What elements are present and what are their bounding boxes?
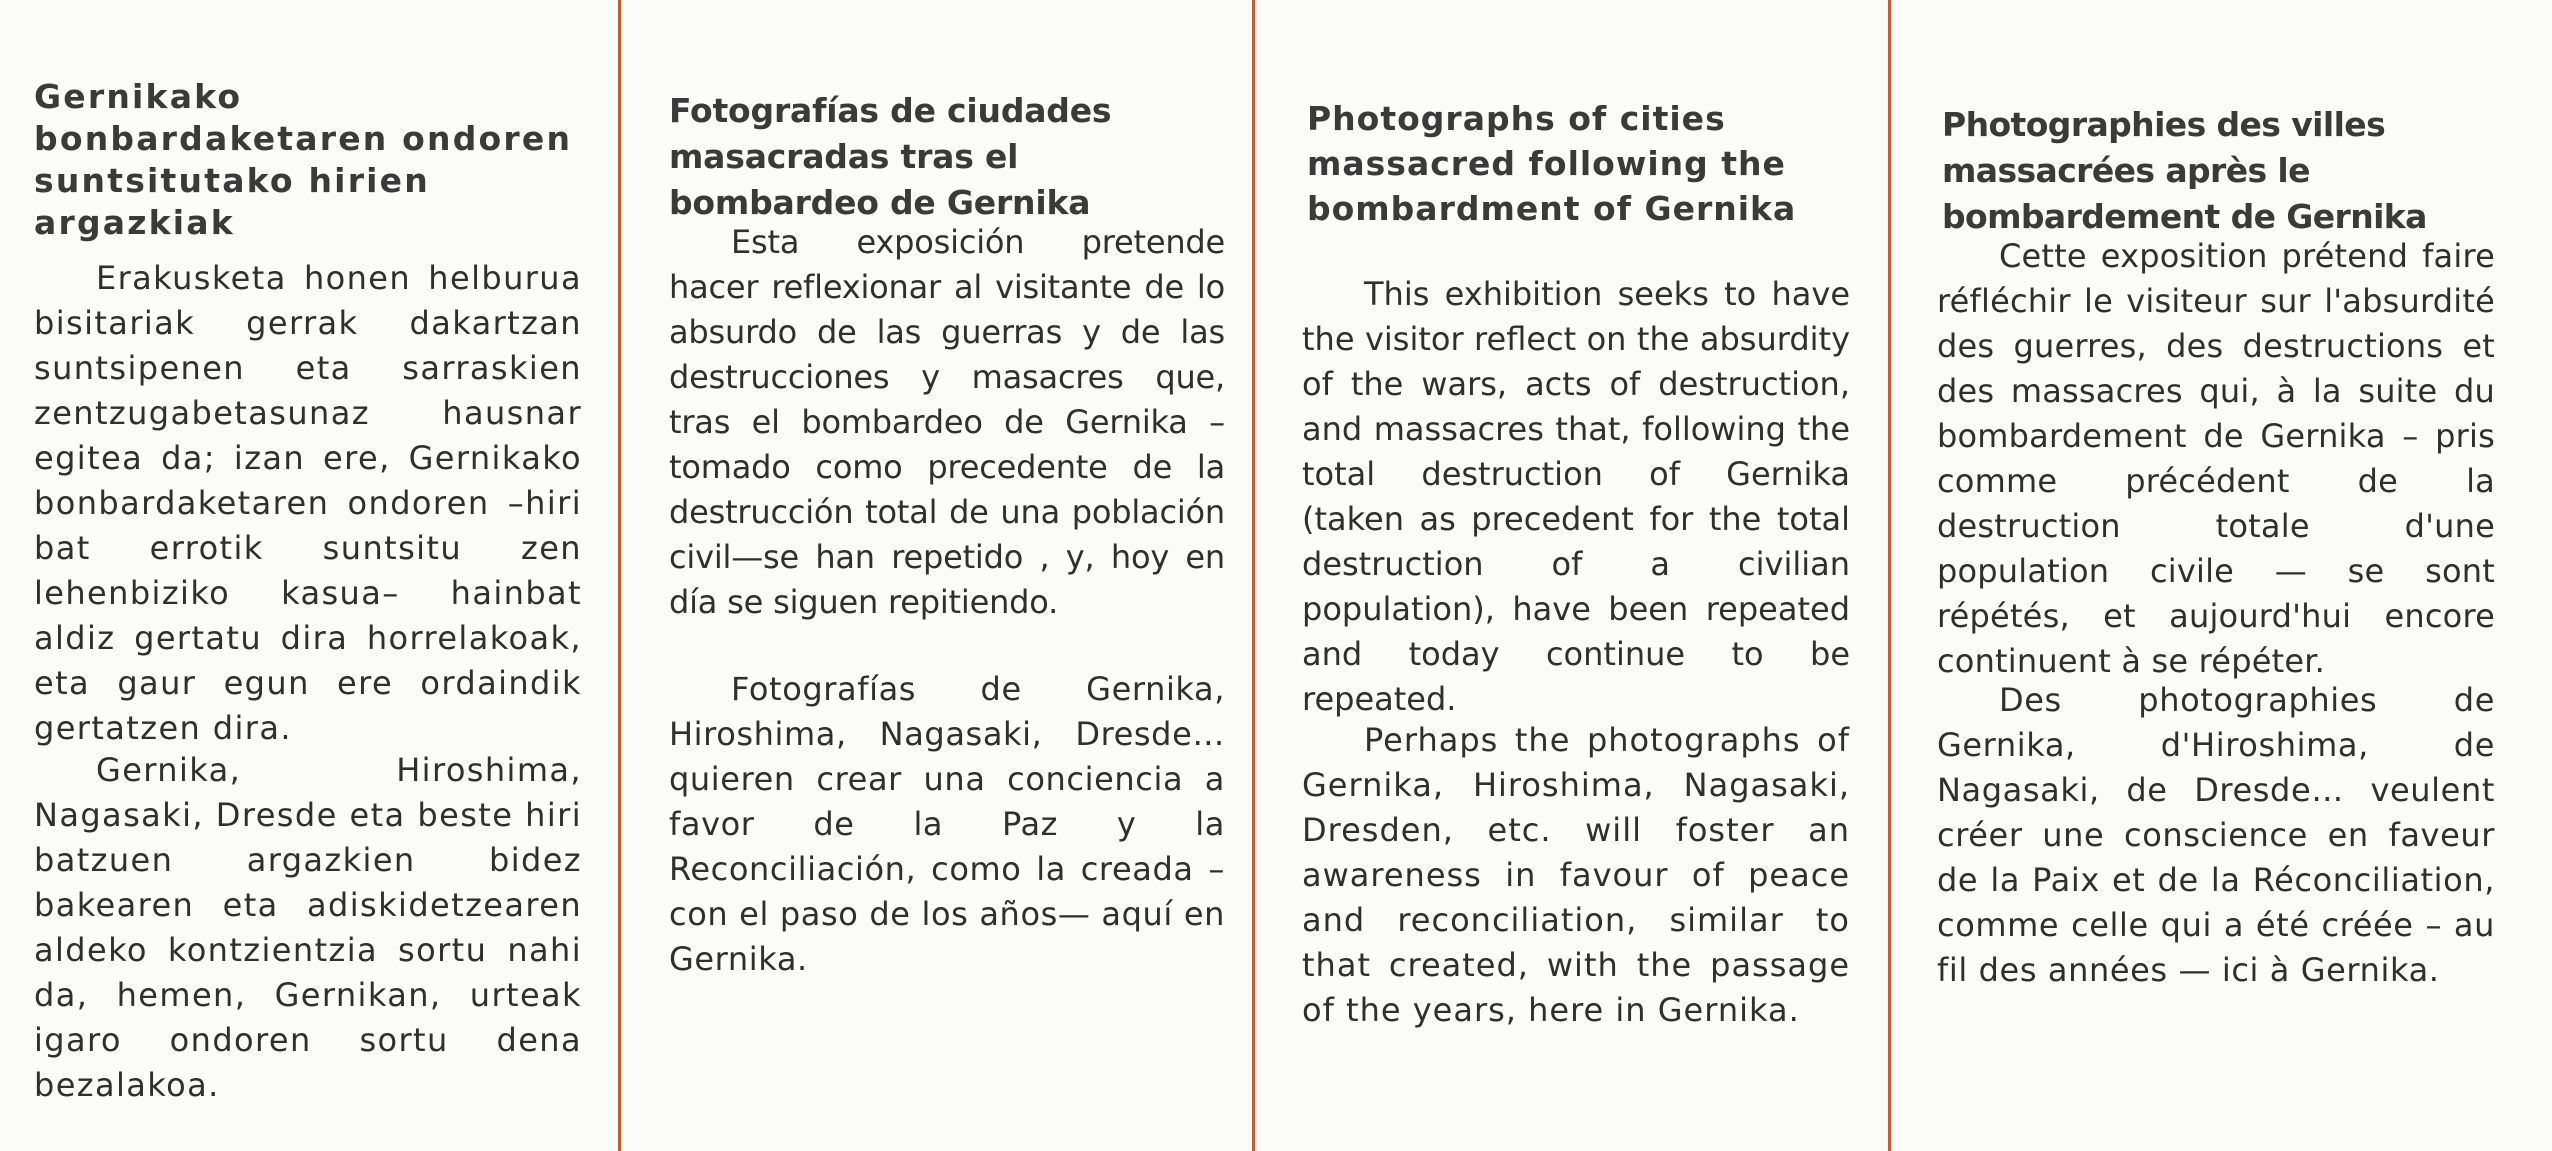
panel-paragraph: Fotografías de Gernika, Hiroshima, Nagasaki, Dresde… quieren crear una conciencia a favor de la Paz y la Reconciliación, como la creada –con el paso de los años— aquí en Gernika. (669, 670, 1225, 978)
panel-title: Fotografías de ciudades masacradas tras el bombardeo de Gernika (669, 91, 1112, 222)
panel-paragraph: Esta exposición pretende hacer reflexionar al visitante de lo absurdo de las guerras y de las destrucciones y masacres que, tras el bombardeo de Gernika –tomado como precedente de la destrucción total de una población civil—se han repetido , y, hoy en día se siguen repitiendo. (669, 223, 1225, 621)
column-divider-2 (1252, 0, 1255, 1151)
panel-paragraph: Gernika, Hiroshima, Nagasaki, Dresde eta beste hiri batzuen argazkien bidez bakearen eta adiskidetzearen aldeko kontzientzia sortu nahi da, hemen, Gernikan, urteak igaro ondoren sortu dena bezalakoa. (34, 751, 582, 1104)
panel-paragraph: Des photographies de Gernika, d'Hiroshima, de Nagasaki, de Dresde… veulent créer une conscience en faveur de la Paix et de la Réconciliation, comme celle qui a été créée – au fil des années — ici à Gernika. (1937, 681, 2495, 989)
panel-paragraph: This exhibition seeks to have the visitor reflect on the absurdity of the wars, acts of destruction, and massacres that, following the total destruction of Gernika (taken as precedent for the total destruction of a civilian population), have been repeated and today continue to be repeated. (1302, 275, 1850, 718)
panel-paragraph: Cette exposition prétend faire réfléchir le visiteur sur l'absurdité des guerres, des destructions et des massacres qui, à la suite du bombardement de Gernika – pris comme précédent de la destruction totale d'une population civile — se sont répétés, et aujourd'hui encore continuent à se répéter. (1937, 237, 2495, 680)
panel-paragraph: Perhaps the photographs of Gernika, Hiroshima, Nagasaki, Dresden, etc. will foster an awareness in favour of peace and reconciliation, similar to that created, with the passage of the years, here in Gernika. (1302, 721, 1850, 1029)
panel-title: Photographs of cities massacred following the bombardment of Gernika (1307, 99, 1797, 228)
panel-title: Photographies des villes massacrées après le bombardement de Gernika (1942, 105, 2427, 236)
column-divider-1 (618, 0, 621, 1151)
column-divider-3 (1888, 0, 1891, 1151)
panel-title: Gernikako bonbardaketaren ondoren suntsitutako hirien argazkiak (34, 77, 573, 242)
panel-paragraph: Erakusketa honen helburua bisitariak gerrak dakartzan suntsipenen eta sarraskien zentzugabetasunaz hausnar egitea da; izan ere, Gernikako bonbardaketaren ondoren –hiri bat errotik suntsitu zen lehenbiziko kasua– hainbat aldiz gertatu dira horrelakoak, eta gaur egun ere ordaindik gertatzen dira. (34, 259, 582, 747)
